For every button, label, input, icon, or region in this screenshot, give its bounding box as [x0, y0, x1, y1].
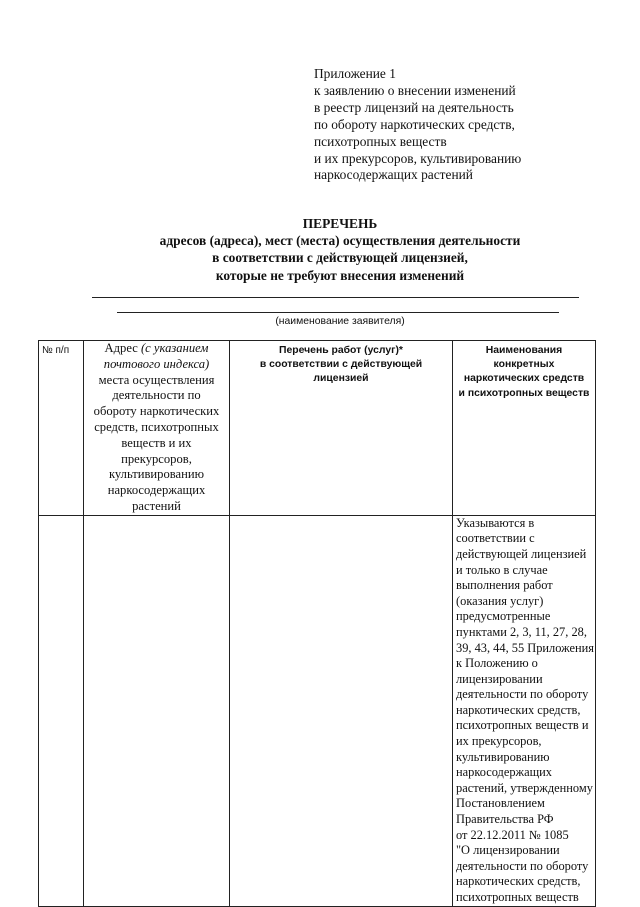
table-row [39, 515, 596, 906]
note-line: соответствии с [456, 531, 535, 546]
applicant-caption: (наименование заявителя) [275, 316, 405, 327]
header-works-line: Перечень работ (услуг)* [279, 345, 403, 356]
note-line: "О лицензировании [456, 843, 560, 858]
note-line: предусмотренные [456, 609, 551, 624]
appendix-line: и их прекурсоров, культивированию [314, 150, 522, 166]
note-line: культивированию [456, 749, 550, 764]
header-address-line: средств, психотропных [94, 419, 219, 434]
cell-number [39, 515, 84, 906]
header-address [84, 341, 230, 516]
header-address-line: прекурсоров, [121, 451, 192, 466]
note-line: психотропных веществ [456, 890, 579, 905]
appendix-line: по обороту наркотических средств, [314, 116, 515, 132]
note-line: Постановлением [456, 796, 545, 811]
header-substances [453, 341, 596, 516]
note-line: к Положению о [456, 656, 538, 671]
header-number: № п/п [39, 341, 84, 516]
document-title [60, 215, 620, 284]
note-line: наркотических средств, [456, 702, 581, 717]
note-line: деятельности по обороту [456, 858, 589, 873]
note-line: психотропных веществ и [456, 718, 589, 733]
cell-substances-note [453, 515, 596, 906]
header-address-line: обороту наркотических [93, 404, 220, 419]
note-line: наркосодержащих [456, 765, 552, 780]
header-substances-line: Наименования [485, 345, 563, 356]
header-address-italic: (с указанием [140, 341, 209, 355]
note-line: Правительства РФ [456, 812, 554, 827]
header-address-italic2: почтового индекса) [103, 356, 210, 371]
appendix-note [314, 66, 614, 184]
addresses-table [38, 340, 596, 907]
header-substances-line: конкретных [493, 359, 555, 371]
header-address-line: культивированию [108, 467, 204, 482]
header-works [230, 341, 453, 516]
note-line: и только в случае [456, 562, 548, 577]
note-line: растений, утвержденному [456, 780, 593, 795]
title-heading: ПЕРЕЧЕНЬ [302, 216, 378, 231]
title-line: которые не требуют внесения изменений [215, 267, 465, 283]
note-line: (оказания услуг) [456, 593, 544, 608]
header-works-line: лицензией [313, 373, 369, 385]
note-line: пунктами 2, 3, 11, 27, 28, [456, 624, 587, 639]
header-address-prefix: Адрес [104, 341, 141, 355]
header-substances-line: наркотических средств [463, 373, 585, 385]
header-address-line: места осуществления [98, 372, 215, 387]
note-line: от 22.12.2011 № 1085 [456, 827, 569, 842]
applicant-line-1 [92, 297, 579, 298]
header-substances-line: и психотропных веществ [458, 387, 590, 399]
note-line: лицензировании [456, 671, 543, 686]
table-header-row [39, 341, 596, 516]
header-address-line: наркосодержащих [107, 483, 206, 498]
appendix-line: психотропных веществ [314, 133, 447, 149]
note-line: наркотических средств, [456, 874, 581, 889]
header-works-line: в соответствии с действующей [259, 359, 423, 371]
note-line: их прекурсоров, [456, 734, 542, 749]
note-line: выполнения работ [456, 578, 553, 593]
header-address-line: веществ и их [121, 435, 192, 450]
note-line: 39, 43, 44, 55 Приложения [456, 640, 594, 655]
cell-address [84, 515, 230, 906]
appendix-line: к заявлению о внесении изменений [314, 82, 516, 98]
cell-works [230, 515, 453, 906]
header-address-line: растений [132, 498, 181, 513]
appendix-line: в реестр лицензий на деятельность [314, 99, 514, 115]
title-line: адресов (адреса), мест (места) осуществления деятельности [159, 233, 521, 249]
applicant-line-2 [117, 312, 559, 313]
title-line: в соответствии с действующей лицензией, [212, 250, 468, 266]
appendix-line: Приложение 1 [314, 66, 396, 81]
header-address-line: деятельности по [112, 388, 201, 403]
note-line: действующей лицензией [456, 546, 587, 561]
appendix-line: наркосодержащих растений [314, 167, 473, 183]
note-line: деятельности по обороту [456, 687, 589, 702]
note-line: Указываются в [456, 515, 535, 530]
